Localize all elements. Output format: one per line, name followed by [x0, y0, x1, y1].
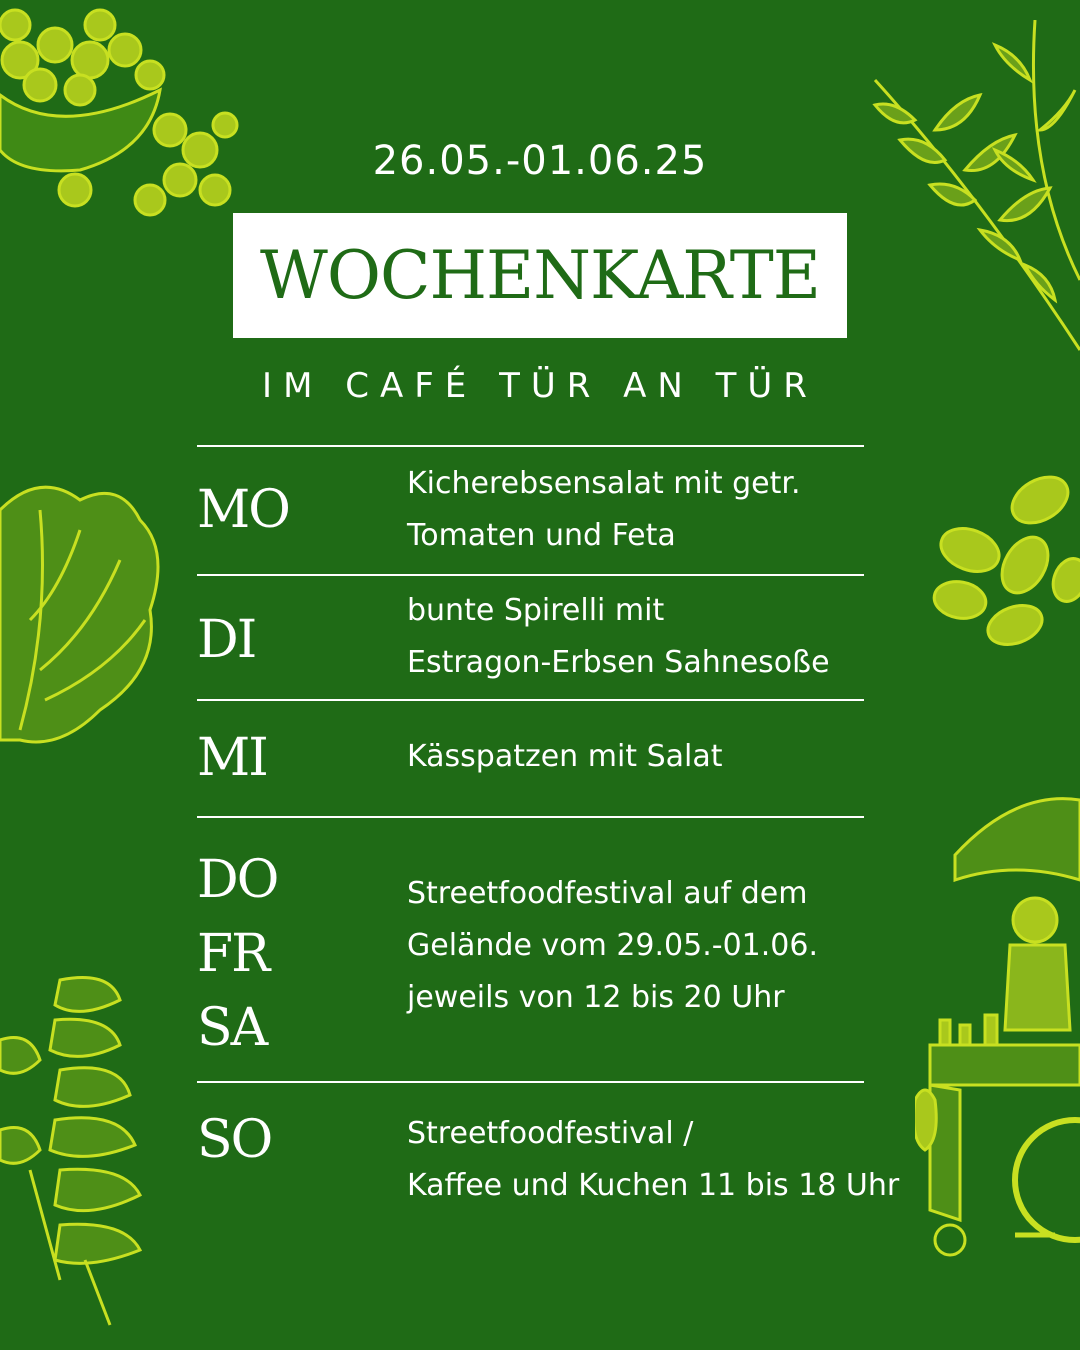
chickpea-bowl-illustration	[0, 0, 260, 230]
dish-di	[407, 585, 967, 689]
day-label-so	[197, 1103, 271, 1177]
dish-line: Kicherebsensalat mit getr.	[407, 466, 801, 501]
dish-line: Kässpatzen mit Salat	[407, 739, 723, 774]
divider	[197, 1081, 864, 1083]
rosemary-illustration	[855, 20, 1080, 380]
dish-line: Kaffee und Kuchen 11 bis 18 Uhr	[407, 1168, 900, 1203]
dish-line: Streetfoodfestival auf dem	[407, 876, 808, 911]
divider	[197, 816, 864, 818]
day-label-line: DI	[197, 610, 256, 670]
dish-line: Gelände vom 29.05.-01.06.	[407, 928, 819, 963]
title-banner	[233, 213, 847, 338]
day-label-line: MO	[197, 480, 289, 540]
page-title: WOCHENKARTE	[260, 237, 820, 314]
date-range: 26.05.-01.06.25	[372, 138, 708, 184]
dish-line: Tomaten und Feta	[407, 518, 676, 553]
day-label-line: MI	[197, 728, 267, 788]
dish-do-fr-sa	[407, 868, 967, 1024]
dish-line: Estragon-Erbsen Sahnesoße	[407, 645, 830, 680]
dish-line: jeweils von 12 bis 20 Uhr	[407, 980, 785, 1015]
day-label-mi	[197, 721, 267, 795]
divider	[197, 445, 864, 447]
lettuce-illustration	[0, 470, 170, 750]
day-label-line: SA	[197, 998, 267, 1058]
day-label-mo	[197, 473, 289, 547]
day-label-line: FR	[197, 924, 269, 984]
day-label-do-fr-sa	[197, 843, 277, 1065]
dish-line: Streetfoodfestival /	[407, 1116, 694, 1151]
dish-so	[407, 1108, 967, 1212]
dish-mo	[407, 458, 967, 562]
skewer-illustration	[0, 960, 180, 1330]
dish-line: bunte Spirelli mit	[407, 593, 665, 628]
day-label-di	[197, 603, 255, 677]
divider	[197, 574, 864, 576]
day-label-line: DO	[197, 850, 278, 910]
subtitle: IM CAFÉ TÜR AN TÜR	[262, 366, 818, 406]
dish-mi	[407, 731, 967, 783]
divider	[197, 699, 864, 701]
day-label-line: SO	[197, 1110, 272, 1170]
